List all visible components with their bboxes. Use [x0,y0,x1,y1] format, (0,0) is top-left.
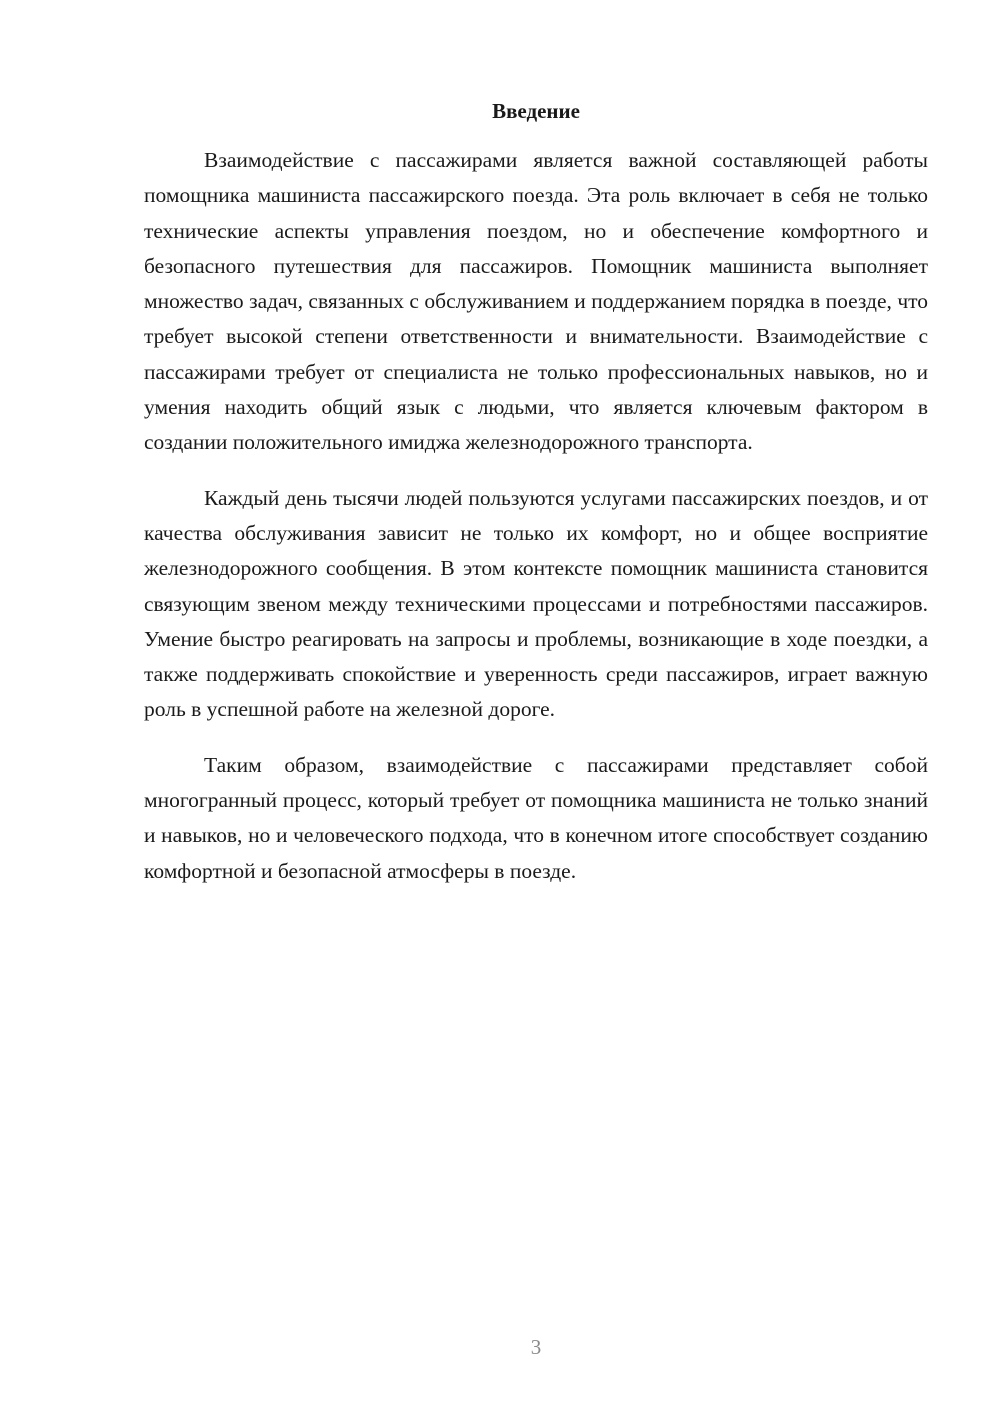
page-number: 3 [530,1335,542,1359]
paragraph-2: Каждый день тысячи людей пользуются услугами пассажирских поездов, и от качества обслуживания зависит не только их комфорт, но и общее восприятие железнодорожного сообщения. В этом контексте помощник машиниста становится связующим звеном между техническими процессами и потребностями пассажиров. Умение быстро реагировать на запросы и проблемы, возникающие в ходе поездки, а также поддерживать спокойствие и уверенность среди пассажиров, играет важную роль в успешной работе на железной дороге. [144,485,928,722]
body-text [144,143,928,889]
paragraph-1: Взаимодействие с пассажирами является важной составляющей работы помощника машиниста пассажирского поезда. Эта роль включает в себя не только технические аспекты управления поездом, но и обеспечение комфортного и безопасного путешествия для пассажиров. Помощник машиниста выполняет множество задач, связанных с обслуживанием и поддержанием порядка в поезде, что требует высокой степени ответственности и внимательности. Взаимодействие с пассажирами требует от специалиста не только профессиональных навыков, но и умения находить общий язык с людьми, что является ключевым фактором в создании положительного имиджа железнодорожного транспорта. [144,148,928,455]
paragraph-3: Таким образом, взаимодействие с пассажирами представляет собой многогранный процесс, который требует от помощника машиниста не только знаний и навыков, но и человеческого подхода, что в конечном итоге способствует созданию комфортной и безопасной атмосферы в поезде. [144,752,928,883]
section-heading: Введение [492,99,580,123]
